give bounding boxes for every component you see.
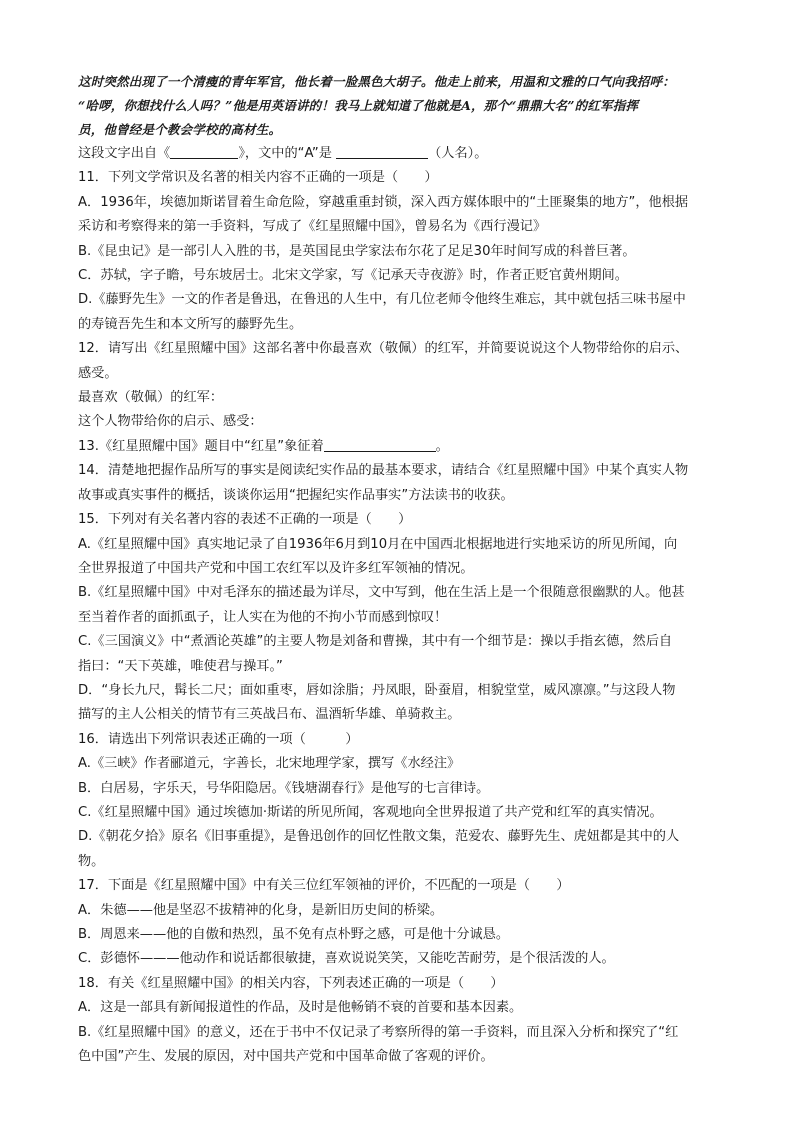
option-a-cont: 采访和考察得来的第一手资料，写成了《红星照耀中国》，曾易名为《西行漫记》 [78, 219, 547, 235]
option-d-cont: 的寿镜吾先生和本文所写的藤野先生。 [78, 316, 303, 332]
question-stem: 14．清楚地把握作品所写的事实是阅读纪实作品的最基本要求，请结合《红星照耀中国》中某个真实人物 [78, 463, 689, 479]
excerpt-line: 这时突然出现了一个清瘦的青年军官，他长着一脸黑色大胡子。他走上前来，用温和文雅的口气向我招呼： [78, 74, 675, 89]
question-10-fill: 这段文字出自《 》，文中的“A”是 （人名）。 [78, 142, 728, 166]
option-a: A.《三峡》作者郦道元，字善长，北宋地理学家，撰写《水经注》 [78, 756, 461, 772]
option-b: B.《红星照耀中国》中对毛泽东的描述最为详尽，文中写到，他在生活上是一个很随意很幽默的人。他甚 [78, 585, 685, 601]
option-b: B．周恩来——他的自傲和热烈，虽不免有点朴野之感，可是他十分诚恳。 [78, 927, 510, 942]
option-d-cont: 描写的主人公相关的情节有三英战吕布、温酒斩华雄、单骑救主。 [78, 707, 461, 723]
source-book-blank[interactable] [170, 143, 238, 159]
question-stem: 16．请选出下列常识表述正确的一项（ ） [78, 731, 359, 747]
question-stem-cont: 故事或真实事件的概括，谈谈你运用“把握纪实作品事实”方法读书的收获。 [78, 487, 514, 503]
excerpt-line: 员，他曾经是个教会学校的高材生。 [78, 122, 282, 137]
question-12 [78, 337, 728, 435]
option-d-cont: 物。 [78, 853, 105, 869]
question-stem: 11．下列文学常识及名著的相关内容不正确的一项是（ ） [78, 170, 438, 186]
option-c: C．彭德怀———他动作和说话都很敏捷，喜欢说说笑笑，又能吃苦耐劳，是个很活泼的人。 [78, 951, 615, 967]
question-18 [78, 972, 728, 1070]
red-star-symbol-blank[interactable] [324, 436, 436, 452]
option-c: C．苏轼，字子瞻，号东坡居士。北宋文学家，写《记承天寺夜游》时，作者正贬官黄州期间。 [78, 268, 628, 284]
question-15 [78, 508, 728, 728]
excerpt-passage [78, 70, 728, 142]
option-d: D.《藤野先生》一文的作者是鲁迅，在鲁迅的人生中，有几位老师令他终生难忘，其中就包括三味书屋中 [78, 292, 686, 308]
option-c-cont: 指曰：“天下英雄，唯使君与操耳。” [78, 658, 283, 674]
option-a: A．朱德——他是坚忍不拔精神的化身，是新旧历史间的桥梁。 [78, 902, 444, 918]
question-stem: 15．下列对有关名著内容的表述不正确的一项是（ ） [78, 512, 412, 528]
question-13: 13.《红星照耀中国》题目中“红星”象征着 。 [78, 435, 728, 459]
question-stem-cont: 感受。 [78, 365, 118, 381]
option-c: C.《红星照耀中国》通过埃德加·斯诺的所见所闻，客观地向全世界报道了共产党和红军的真实情况。 [78, 804, 663, 820]
answer-prompt-insight: 这个人物带给你的启示、感受： [78, 414, 263, 430]
question-11 [78, 166, 728, 337]
option-b: B.《昆虫记》是一部引人入胜的书，是英国昆虫学家法布尔花了足足30年时间写成的科普巨著。 [78, 243, 636, 259]
document-page [78, 70, 728, 1069]
option-b: B.《红星照耀中国》的意义，还在于书中不仅记录了考察所得的第一手资料，而且深入分析和探究了“红 [78, 1024, 679, 1040]
option-a: A．这是一部具有新闻报道性的作品，及时是他畅销不衰的首要和基本因素。 [78, 1000, 523, 1016]
option-c: C.《三国演义》中“煮酒论英雄”的主要人物是刘备和曹操，其中有一个细节是：操以手指玄德，然后自 [78, 634, 673, 650]
option-b: B．白居易，字乐天，号华阳隐居。《钱塘湖春行》是他写的七言律诗。 [78, 780, 490, 796]
option-b-cont: 至当着作者的面抓虱子，让人实在为他的不拘小节而感到惊叹！ [78, 609, 448, 625]
question-stem: 12．请写出《红星照耀中国》这部名著中你最喜欢（敬佩）的红军，并简要说说这个人物带给你的启示、 [78, 341, 689, 357]
question-stem: 18．有关《红星照耀中国》的相关内容，下列表述正确的一项是（ ） [78, 975, 504, 991]
person-name-blank[interactable] [336, 143, 428, 159]
option-d: D．“身长九尺，髯长二尺；面如重枣，唇如涂脂；丹凤眼，卧蚕眉，相貌堂堂，威风凛凛。”与这段人物 [78, 682, 676, 698]
excerpt-line: “哈啰，你想找什么人吗？”他是用英语讲的！我马上就知道了他就是A，那个“鼎鼎大名”的红军指挥 [78, 98, 639, 113]
question-14 [78, 459, 728, 508]
option-a-cont: 全世界报道了中国共产党和中国工农红军以及许多红军领袖的情况。 [78, 560, 474, 576]
question-stem: 17．下面是《红星照耀中国》中有关三位红军领袖的评价，不匹配的一项是（ ） [78, 878, 570, 894]
question-16 [78, 728, 728, 874]
option-d: D.《朝花夕拾》原名《旧事重提》，是鲁迅创作的回忆性散文集，范爱农、藤野先生、虎妞都是其中的人 [78, 829, 680, 845]
question-17 [78, 874, 728, 972]
answer-prompt-favorite: 最喜欢（敬佩）的红军： [78, 390, 224, 406]
option-a: A.《红星照耀中国》真实地记录了自1936年6月到10月在中国西北根据地进行实地采访的所见所闻，向 [78, 536, 678, 552]
option-b-cont: 色中国”产生、发展的原因，对中国共产党和中国革命做了客观的评价。 [78, 1049, 494, 1065]
option-a: A．1936年，埃德加斯诺冒着生命危险，穿越重重封锁，深入西方媒体眼中的“土匪聚集的地方”，他根据 [78, 194, 689, 210]
